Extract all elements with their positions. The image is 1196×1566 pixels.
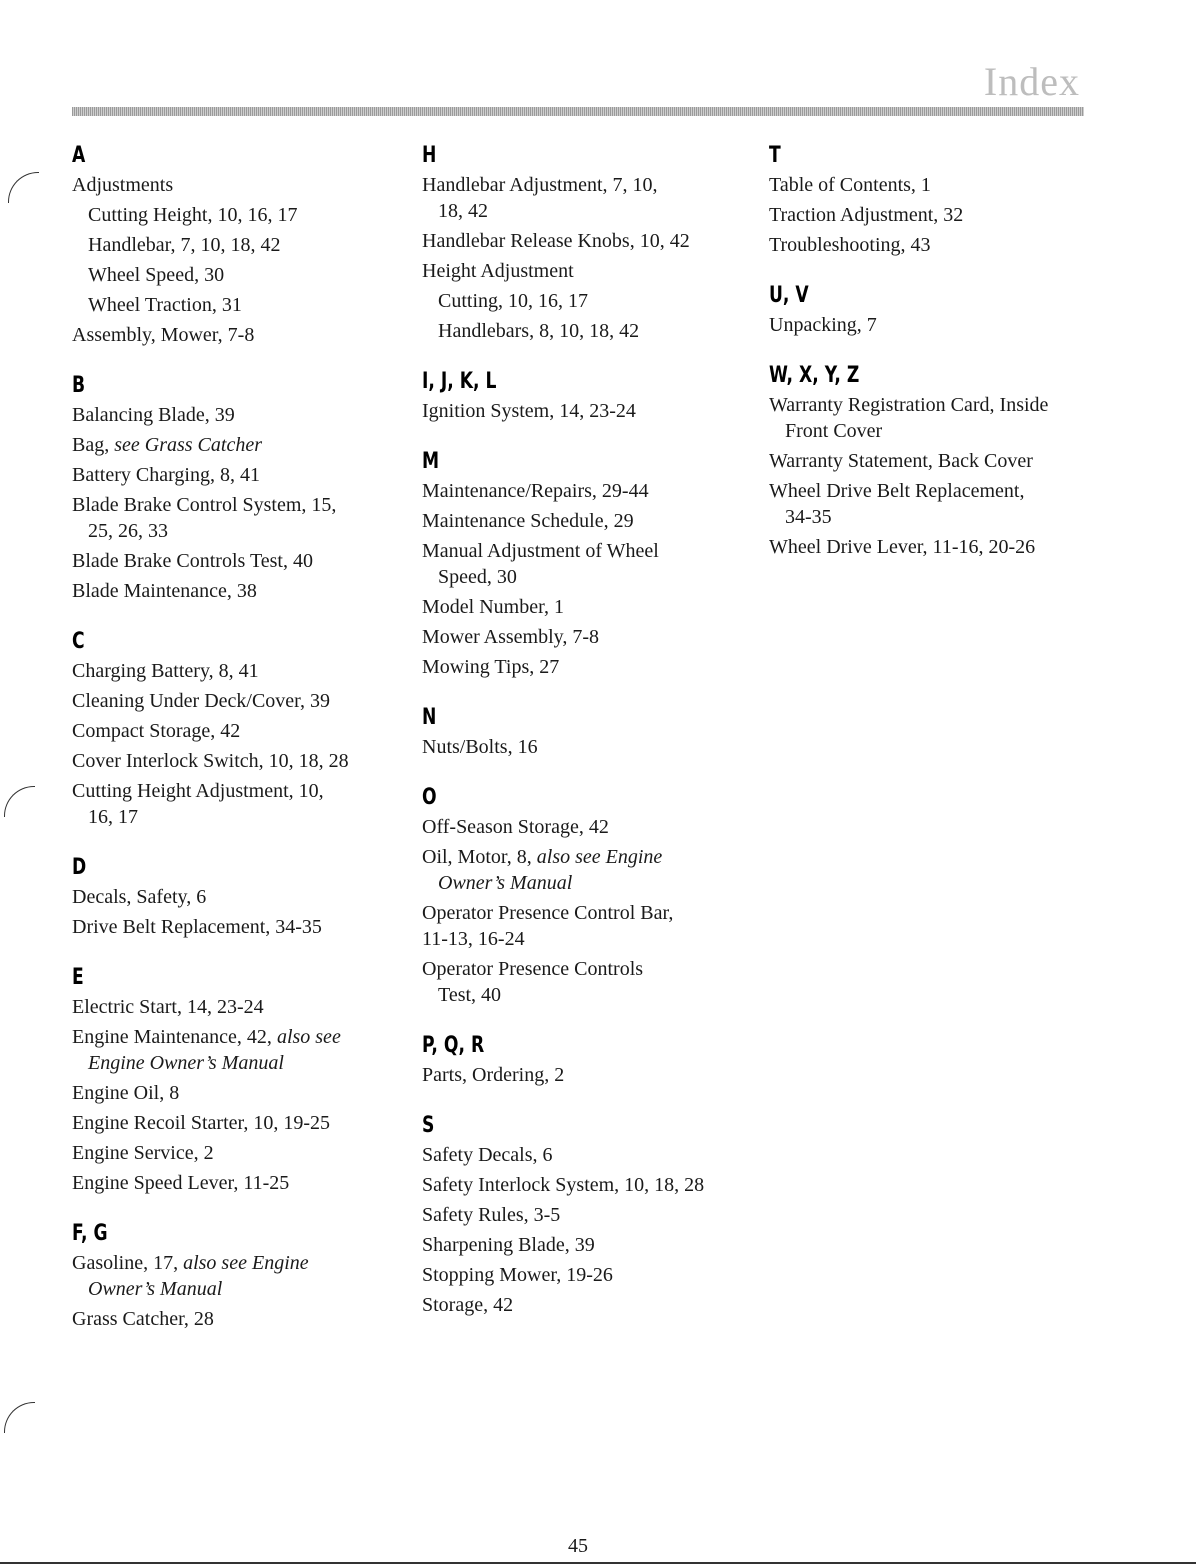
entry-text: Stopping Mower, 19-26: [422, 1264, 613, 1286]
entry-text: Battery Charging, 8, 41: [72, 464, 260, 486]
entry-text: Balancing Blade, 39: [72, 404, 235, 426]
entry-text: Troubleshooting, 43: [769, 234, 931, 256]
entry-text: Decals, Safety, 6: [72, 886, 207, 908]
index-entry: [72, 432, 392, 458]
index-entry: [72, 1024, 392, 1076]
entry-text: Engine Maintenance, 42,: [72, 1026, 277, 1048]
entry-text: Table of Contents, 1: [769, 174, 931, 196]
index-subentry: [72, 232, 392, 258]
entry-text: Cutting Height Adjustment, 10,: [72, 780, 324, 802]
bottom-rule: [0, 1562, 1196, 1564]
index-entry: [422, 1202, 752, 1228]
section-letter-heading: B: [72, 373, 86, 398]
entry-text: Compact Storage, 42: [72, 720, 241, 742]
entry-continuation: 18, 42: [438, 200, 488, 222]
entry-continuation: [72, 1050, 392, 1076]
entry-text: Safety Interlock System, 10, 18, 28: [422, 1174, 705, 1196]
entry-text: Cleaning Under Deck/Cover, 39: [72, 690, 331, 712]
index-section: [422, 366, 752, 424]
index-entry: [769, 202, 1099, 228]
entry-text: Handlebar Release Knobs, 10, 42: [422, 230, 690, 252]
entry-text: Nuts/Bolts, 16: [422, 736, 538, 758]
index-entry: [72, 322, 392, 348]
entry-text: Charging Battery, 8, 41: [72, 660, 259, 682]
entry-text: Blade Brake Controls Test, 40: [72, 550, 313, 572]
index-entry: [769, 312, 1099, 338]
section-letter-heading: C: [72, 629, 85, 654]
index-entry: [422, 1262, 752, 1288]
entry-text: Unpacking, 7: [769, 314, 877, 336]
entry-text: Engine Speed Lever, 11-25: [72, 1172, 290, 1194]
section-letter-heading: P, Q, R: [422, 1033, 485, 1058]
index-entry: [769, 478, 1099, 530]
entry-text: Mowing Tips, 27: [422, 656, 560, 678]
index-entry: [72, 658, 392, 684]
section-letter-heading: M: [422, 449, 440, 474]
entry-continuation: 11-13, 16-24: [422, 928, 525, 950]
entry-text: Cover Interlock Switch, 10, 18, 28: [72, 750, 349, 772]
index-entry: [422, 1232, 752, 1258]
entry-text: Operator Presence Controls: [422, 958, 644, 980]
entry-text: Gasoline, 17,: [72, 1252, 184, 1274]
index-entry: [72, 914, 392, 940]
index-entry: [422, 844, 752, 896]
entry-continuation: 25, 26, 33: [88, 520, 168, 542]
entry-text: Traction Adjustment, 32: [769, 204, 964, 226]
entry-text: Sharpening Blade, 39: [422, 1234, 595, 1256]
entry-text: Engine Oil, 8: [72, 1082, 180, 1104]
index-entry: [72, 884, 392, 910]
index-section: [769, 140, 1099, 258]
index-section: [769, 280, 1099, 338]
index-entry: [422, 1062, 752, 1088]
section-letter-heading: W, X, Y, Z: [769, 363, 860, 388]
index-entry: [72, 1140, 392, 1166]
entry-text: Cutting Height, 10, 16, 17: [88, 204, 298, 226]
index-entry: [72, 1250, 392, 1302]
index-entry: [769, 232, 1099, 258]
index-entry: [72, 688, 392, 714]
index-entry: [422, 538, 752, 590]
entry-text: Operator Presence Control Bar,: [422, 902, 674, 924]
entry-text: Adjustments: [72, 174, 174, 196]
index-entry: [72, 1306, 392, 1332]
section-letter-heading: D: [72, 855, 87, 880]
section-letter-heading: N: [422, 705, 437, 730]
page-title: Index: [983, 59, 1080, 104]
entry-text: Wheel Speed, 30: [88, 264, 225, 286]
entry-text: Engine Service, 2: [72, 1142, 214, 1164]
index-entry: [422, 594, 752, 620]
index-entry: [72, 994, 392, 1020]
index-entry: [72, 462, 392, 488]
entry-text: Blade Maintenance, 38: [72, 580, 257, 602]
index-entry: [72, 172, 392, 198]
entry-text: Handlebars, 8, 10, 18, 42: [438, 320, 640, 342]
index-section: [422, 1110, 752, 1318]
entry-text: Bag,: [72, 434, 115, 456]
entry-continuation: [72, 1276, 392, 1302]
index-section: [72, 370, 392, 604]
header-rule: [72, 107, 1084, 116]
section-letter-heading: F, G: [72, 1221, 108, 1246]
index-subentry: [422, 288, 752, 314]
index-entry: [769, 172, 1099, 198]
index-entry: [72, 1110, 392, 1136]
index-entry: [422, 172, 752, 224]
entry-continuation: Test, 40: [438, 984, 502, 1006]
entry-cross-reference: Owner’s Manual: [88, 1278, 223, 1300]
entry-cross-reference: also see Engine: [536, 846, 663, 868]
section-letter-heading: E: [72, 965, 84, 990]
section-letter-heading: U, V: [769, 283, 809, 308]
index-entry: [422, 508, 752, 534]
index-section: [769, 360, 1099, 560]
index-section: [422, 702, 752, 760]
index-entry: [422, 956, 752, 1008]
index-column-3: [769, 140, 1099, 582]
entry-text: Warranty Registration Card, Inside: [769, 394, 1049, 416]
index-entry: [422, 1292, 752, 1318]
index-subentry: [72, 202, 392, 228]
entry-text: Blade Brake Control System, 15,: [72, 494, 337, 516]
entry-text: Storage, 42: [422, 1294, 514, 1316]
index-section: [422, 1030, 752, 1088]
index-entry: [72, 548, 392, 574]
index-entry: [769, 392, 1099, 444]
entry-text: Grass Catcher, 28: [72, 1308, 214, 1330]
index-column-2: [422, 140, 752, 1340]
entry-text: Maintenance Schedule, 29: [422, 510, 634, 532]
section-letter-heading: H: [422, 143, 437, 168]
entry-text: Manual Adjustment of Wheel: [422, 540, 659, 562]
index-entry: [72, 748, 392, 774]
entry-cross-reference: see Grass Catcher: [114, 434, 262, 456]
index-subentry: [422, 318, 752, 344]
entry-text: Ignition System, 14, 23-24: [422, 400, 636, 422]
entry-text: Mower Assembly, 7-8: [422, 626, 600, 648]
index-section: [72, 852, 392, 940]
index-entry: [422, 654, 752, 680]
index-section: [422, 140, 752, 344]
entry-text: Model Number, 1: [422, 596, 564, 618]
entry-text: Handlebar Adjustment, 7, 10,: [422, 174, 658, 196]
section-letter-heading: A: [72, 143, 86, 168]
index-entry: [72, 1170, 392, 1196]
entry-text: Engine Recoil Starter, 10, 19-25: [72, 1112, 331, 1134]
index-entry: [422, 624, 752, 650]
entry-text: Warranty Statement, Back Cover: [769, 450, 1033, 472]
index-entry: [422, 478, 752, 504]
entry-text: Electric Start, 14, 23-24: [72, 996, 264, 1018]
entry-text: Maintenance/Repairs, 29-44: [422, 480, 649, 502]
section-letter-heading: S: [422, 1113, 435, 1138]
entry-continuation: [422, 870, 752, 896]
index-entry: [72, 778, 392, 830]
entry-text: Oil, Motor, 8,: [422, 846, 537, 868]
index-entry: [422, 734, 752, 760]
section-letter-heading: I, J, K, L: [422, 369, 497, 394]
entry-text: Safety Rules, 3-5: [422, 1204, 561, 1226]
entry-continuation: Speed, 30: [438, 566, 517, 588]
entry-continuation: 16, 17: [88, 806, 138, 828]
index-section: [72, 140, 392, 348]
page-number: 45: [568, 1535, 588, 1557]
index-subentry: [72, 262, 392, 288]
index-section: [422, 446, 752, 680]
index-entry: [422, 228, 752, 254]
index-section: [72, 1218, 392, 1332]
entry-text: Cutting, 10, 16, 17: [438, 290, 589, 312]
entry-text: Wheel Drive Lever, 11-16, 20-26: [769, 536, 1036, 558]
index-section: [422, 782, 752, 1008]
entry-cross-reference: Owner’s Manual: [438, 872, 573, 894]
entry-text: Wheel Traction, 31: [88, 294, 242, 316]
binder-hole-mark: [4, 1402, 35, 1433]
section-letter-heading: O: [422, 785, 437, 810]
entry-text: Off-Season Storage, 42: [422, 816, 609, 838]
binder-hole-mark: [8, 172, 39, 203]
index-entry: [422, 398, 752, 424]
index-entry: [72, 402, 392, 428]
entry-text: Assembly, Mower, 7-8: [72, 324, 255, 346]
index-section: [72, 626, 392, 830]
entry-cross-reference: Engine Owner’s Manual: [88, 1052, 284, 1074]
index-entry: [422, 258, 752, 284]
index-entry: [422, 814, 752, 840]
index-entry: [422, 1172, 752, 1198]
index-entry: [72, 718, 392, 744]
index-entry: [72, 1080, 392, 1106]
entry-cross-reference: also see: [276, 1026, 341, 1048]
index-entry: [422, 900, 752, 952]
entry-text: Handlebar, 7, 10, 18, 42: [88, 234, 281, 256]
section-letter-heading: T: [769, 143, 781, 168]
index-section: [72, 962, 392, 1196]
entry-continuation: Front Cover: [785, 420, 883, 442]
index-column-1: [72, 140, 392, 1354]
binder-hole-mark: [4, 786, 35, 817]
entry-text: Safety Decals, 6: [422, 1144, 553, 1166]
index-entry: [769, 448, 1099, 474]
entry-text: Parts, Ordering, 2: [422, 1064, 565, 1086]
index-entry: [422, 1142, 752, 1168]
index-entry: [72, 578, 392, 604]
index-entry: [72, 492, 392, 544]
index-entry: [769, 534, 1099, 560]
entry-text: Wheel Drive Belt Replacement,: [769, 480, 1025, 502]
entry-text: Height Adjustment: [422, 260, 574, 282]
entry-cross-reference: also see Engine: [183, 1252, 309, 1274]
index-subentry: [72, 292, 392, 318]
entry-continuation: 34-35: [785, 506, 832, 528]
entry-text: Drive Belt Replacement, 34-35: [72, 916, 322, 938]
